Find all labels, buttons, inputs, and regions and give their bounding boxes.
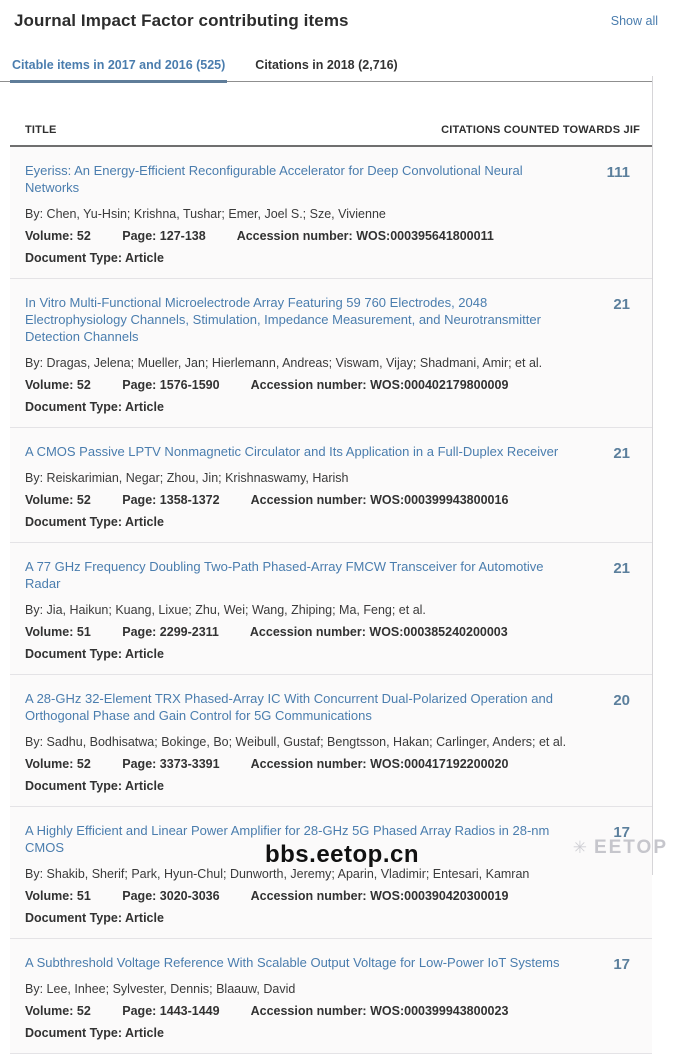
document-type-label: Document Type: xyxy=(25,515,122,529)
authors-value: Dragas, Jelena; Mueller, Jan; Hierlemann, Andreas; Viswam, Vijay; Shadmani, Amir; et al. xyxy=(46,356,543,370)
page-group xyxy=(122,229,205,243)
eetop-logo-text: EETOP xyxy=(593,837,668,858)
sparkle-icon: ✳ xyxy=(572,838,587,857)
by-label: By: xyxy=(25,471,44,485)
document-type-value: Article xyxy=(125,647,164,661)
volume-label: Volume: xyxy=(25,625,74,639)
accession-label: Accession number: xyxy=(250,889,367,903)
document-type-label: Document Type: xyxy=(25,779,122,793)
document-type-line xyxy=(25,1026,574,1040)
authors-value: Shakib, Sherif; Park, Hyun-Chul; Dunworth, Jeremy; Aparin, Vladimir; Entesari, Kamran xyxy=(46,867,530,881)
document-type-label: Document Type: xyxy=(25,251,122,265)
document-type-line xyxy=(25,251,574,265)
volume-group xyxy=(25,378,91,392)
column-header-citations: CITATIONS COUNTED TOWARDS JIF xyxy=(441,124,640,136)
accession-group xyxy=(251,378,509,392)
article-info xyxy=(25,954,588,1040)
authors-line xyxy=(25,471,574,485)
authors-value: Chen, Yu-Hsin; Krishna, Tushar; Emer, Joel S.; Sze, Vivienne xyxy=(46,207,386,221)
table-row xyxy=(10,807,652,939)
volume-label: Volume: xyxy=(25,378,74,392)
page-header xyxy=(0,0,684,31)
authors-value: Sadhu, Bodhisatwa; Bokinge, Bo; Weibull, Gustaf; Bengtsson, Hakan; Carlinger, Anders; et al. xyxy=(46,735,567,749)
document-type-line xyxy=(25,779,574,793)
document-type-value: Article xyxy=(125,779,164,793)
volume-group xyxy=(25,1004,91,1018)
page-group xyxy=(122,378,219,392)
accession-value: WOS:000390420300019 xyxy=(370,889,509,903)
page-label: Page: xyxy=(122,889,157,903)
article-title-link[interactable]: A Highly Efficient and Linear Power Amplifier for 28-GHz 5G Phased Array Radios in 28-nm CMOS xyxy=(25,823,550,855)
by-label: By: xyxy=(25,735,44,749)
volume-label: Volume: xyxy=(25,1004,74,1018)
article-info xyxy=(25,443,588,529)
authors-line xyxy=(25,603,574,617)
accession-label: Accession number: xyxy=(250,493,367,507)
page-value: 3020-3036 xyxy=(159,889,220,903)
authors-line xyxy=(25,867,574,881)
article-list xyxy=(10,147,652,1054)
accession-value: WOS:000385240200003 xyxy=(369,625,508,639)
document-type-label: Document Type: xyxy=(25,911,122,925)
show-all-link[interactable]: Show all xyxy=(610,14,658,28)
accession-value: WOS:000395641800011 xyxy=(356,229,494,243)
volume-label: Volume: xyxy=(25,889,74,903)
eetop-logo xyxy=(573,837,668,859)
page-value: 1358-1372 xyxy=(159,493,220,507)
volume-value: 52 xyxy=(76,757,91,771)
page-group xyxy=(122,889,219,903)
article-title-link[interactable]: In Vitro Multi-Functional Microelectrode Array Featuring 59 760 Electrodes, 2048 Electrophysiology Channels, Stimulation, Impedance Measurement, and Neurotransmitter Detection Channels xyxy=(25,295,541,344)
by-label: By: xyxy=(25,207,44,221)
volume-label: Volume: xyxy=(25,493,74,507)
accession-group xyxy=(250,625,508,639)
article-info xyxy=(25,558,588,661)
tabs-bar xyxy=(0,52,652,82)
citation-count: 21 xyxy=(613,445,630,462)
page-group xyxy=(122,493,219,507)
volume-label: Volume: xyxy=(25,757,74,771)
volume-group xyxy=(25,889,91,903)
watermark-text: bbs.eetop.cn xyxy=(264,841,420,868)
document-type-line xyxy=(25,647,574,661)
results-panel xyxy=(10,82,652,1054)
column-header-title: TITLE xyxy=(25,124,57,136)
authors-value: Reiskarimian, Negar; Zhou, Jin; Krishnaswamy, Harish xyxy=(46,471,349,485)
document-type-value: Article xyxy=(125,515,164,529)
authors-value: Lee, Inhee; Sylvester, Dennis; Blaauw, David xyxy=(46,982,296,996)
volume-value: 52 xyxy=(76,1004,91,1018)
meta-line xyxy=(25,889,574,903)
page-value: 3373-3391 xyxy=(159,757,220,771)
authors-line xyxy=(25,356,574,370)
page-label: Page: xyxy=(122,757,157,771)
citation-count: 21 xyxy=(613,560,630,577)
volume-group xyxy=(25,493,91,507)
article-title-link[interactable]: A CMOS Passive LPTV Nonmagnetic Circulator and Its Application in a Full-Duplex Receiver xyxy=(25,444,559,459)
article-title-link[interactable]: A Subthreshold Voltage Reference With Scalable Output Voltage for Low-Power IoT Systems xyxy=(25,955,560,970)
volume-value: 51 xyxy=(76,625,91,639)
page-value: 1576-1590 xyxy=(159,378,220,392)
tab-citations-2018[interactable]: Citations in 2018 (2,716) xyxy=(255,58,398,72)
table-row xyxy=(10,543,652,675)
meta-line xyxy=(25,625,574,639)
article-info xyxy=(25,822,588,925)
page-value: 127-138 xyxy=(159,229,206,243)
article-title-link[interactable]: A 28-GHz 32-Element TRX Phased-Array IC With Concurrent Dual-Polarized Operation and Orthogonal Phase and Gain Control for 5G Communications xyxy=(25,691,553,723)
table-row xyxy=(10,279,652,428)
page-group xyxy=(122,1004,219,1018)
accession-group xyxy=(251,757,509,771)
by-label: By: xyxy=(25,356,44,370)
authors-line xyxy=(25,982,574,996)
document-type-label: Document Type: xyxy=(25,400,122,414)
by-label: By: xyxy=(25,982,44,996)
tab-citable-items[interactable]: Citable items in 2017 and 2016 (525) xyxy=(10,52,227,83)
accession-group xyxy=(237,229,494,243)
citation-count: 20 xyxy=(613,692,630,709)
citation-count: 17 xyxy=(613,824,630,841)
article-title-link[interactable]: Eyeriss: An Energy-Efficient Reconfigurable Accelerator for Deep Convolutional Neural Networks xyxy=(25,163,523,195)
article-title-link[interactable]: A 77 GHz Frequency Doubling Two-Path Phased-Array FMCW Transceiver for Automotive Radar xyxy=(25,559,544,591)
by-label: By: xyxy=(25,867,44,881)
authors-value: Jia, Haikun; Kuang, Lixue; Zhu, Wei; Wang, Zhiping; Ma, Feng; et al. xyxy=(46,603,426,617)
accession-group xyxy=(251,493,509,507)
page-label: Page: xyxy=(122,229,157,243)
page-label: Page: xyxy=(122,493,157,507)
page-value: 2299-2311 xyxy=(159,625,219,639)
article-info xyxy=(25,294,588,414)
document-type-line xyxy=(25,911,574,925)
page-group xyxy=(122,625,219,639)
accession-value: WOS:000417192200020 xyxy=(370,757,509,771)
meta-line xyxy=(25,229,574,243)
accession-label: Accession number: xyxy=(236,229,353,243)
panel-right-border xyxy=(652,76,653,875)
document-type-value: Article xyxy=(125,251,164,265)
volume-value: 52 xyxy=(76,229,91,243)
citation-count: 111 xyxy=(606,164,630,181)
document-type-line xyxy=(25,515,574,529)
document-type-value: Article xyxy=(125,1026,164,1040)
meta-line xyxy=(25,493,574,507)
document-type-value: Article xyxy=(125,400,164,414)
by-label: By: xyxy=(25,603,44,617)
document-type-line xyxy=(25,400,574,414)
accession-value: WOS:000399943800016 xyxy=(370,493,509,507)
volume-value: 51 xyxy=(76,889,91,903)
page-label: Page: xyxy=(122,625,157,639)
accession-group xyxy=(251,1004,509,1018)
document-type-label: Document Type: xyxy=(25,1026,122,1040)
table-header xyxy=(10,82,652,147)
volume-group xyxy=(25,229,91,243)
accession-value: WOS:000402179800009 xyxy=(370,378,509,392)
article-info xyxy=(25,690,588,793)
accession-label: Accession number: xyxy=(250,1004,367,1018)
authors-line xyxy=(25,735,574,749)
page-group xyxy=(122,757,219,771)
meta-line xyxy=(25,1004,574,1018)
meta-line xyxy=(25,378,574,392)
document-type-label: Document Type: xyxy=(25,647,122,661)
volume-group xyxy=(25,625,91,639)
meta-line xyxy=(25,757,574,771)
volume-value: 52 xyxy=(76,493,91,507)
table-row xyxy=(10,675,652,807)
page-title: Journal Impact Factor contributing items xyxy=(14,11,349,30)
table-row xyxy=(10,428,652,543)
page-label: Page: xyxy=(122,1004,157,1018)
page-value: 1443-1449 xyxy=(159,1004,220,1018)
accession-label: Accession number: xyxy=(250,757,367,771)
table-row xyxy=(10,147,652,279)
table-row xyxy=(10,939,652,1054)
accession-label: Accession number: xyxy=(250,378,367,392)
volume-value: 52 xyxy=(76,378,91,392)
page-label: Page: xyxy=(122,378,157,392)
document-type-value: Article xyxy=(125,911,164,925)
volume-label: Volume: xyxy=(25,229,74,243)
citation-count: 21 xyxy=(613,296,630,313)
authors-line xyxy=(25,207,574,221)
article-info xyxy=(25,162,588,265)
accession-value: WOS:000399943800023 xyxy=(370,1004,509,1018)
accession-group xyxy=(251,889,509,903)
accession-label: Accession number: xyxy=(249,625,366,639)
volume-group xyxy=(25,757,91,771)
citation-count: 17 xyxy=(613,956,630,973)
